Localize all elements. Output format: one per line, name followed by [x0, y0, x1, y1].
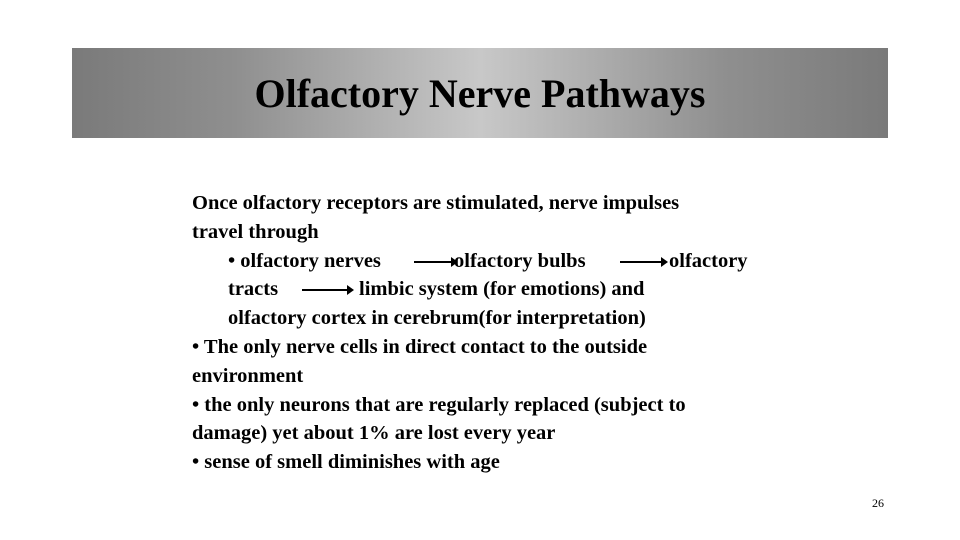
intro-line-1: Once olfactory receptors are stimulated, nerve impulses: [192, 192, 680, 214]
page-number: 26: [872, 496, 884, 510]
pathway-olfactory-tracts-a: olfactory: [669, 249, 748, 272]
slide-body: [192, 189, 792, 477]
pathway-olfactory-bulbs: olfactory bulbs: [454, 249, 586, 272]
right-arrow-icon: [620, 261, 666, 263]
bullet-2-line-2: damage) yet about 1% are lost every year: [192, 422, 556, 445]
slide-title: Olfactory Nerve Pathways: [254, 70, 706, 116]
pathway-line-2: [192, 275, 792, 304]
pathway-olfactory-nerves: • olfactory nerves: [228, 249, 381, 272]
right-arrow-icon: [302, 289, 352, 291]
pathway-olfactory-tracts-b: tracts: [228, 278, 279, 301]
intro-line-2: travel through: [192, 220, 319, 243]
title-banner: [72, 48, 888, 138]
bullet-2-line-1: • the only neurons that are regularly replaced (subject to: [192, 393, 686, 416]
right-arrow-icon: [414, 261, 456, 263]
bullet-1-line-2: environment: [192, 364, 304, 387]
bullet-3: • sense of smell diminishes with age: [192, 451, 500, 474]
pathway-line-1: [192, 247, 792, 276]
pathway-line-3: olfactory cortex in cerebrum(for interpretation): [228, 307, 646, 330]
pathway-limbic-system: limbic system (for emotions) and: [359, 278, 645, 301]
bullet-1-line-1: • The only nerve cells in direct contact to the outside: [192, 335, 648, 358]
